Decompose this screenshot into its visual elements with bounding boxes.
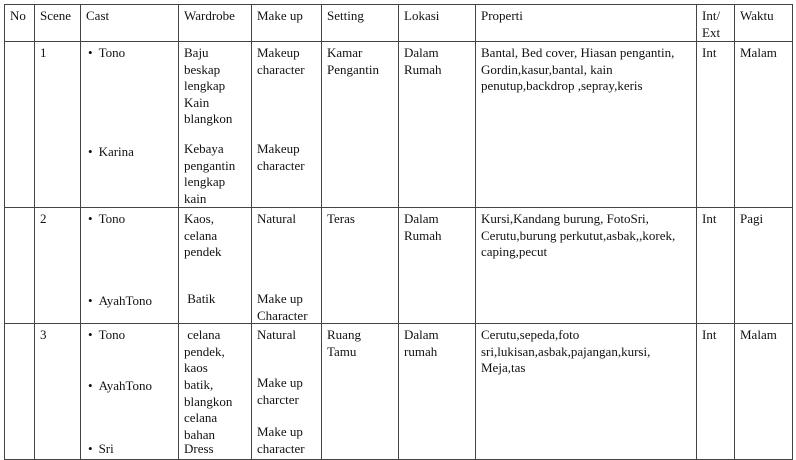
cast-member: • AyahTono (86, 378, 173, 395)
header-makeup: Make up (252, 5, 322, 42)
cell-lokasi: Dalam Rumah (399, 42, 476, 208)
cast-member: • Tono (86, 327, 173, 344)
header-lokasi: Lokasi (399, 5, 476, 42)
wardrobe-item: Dress (184, 441, 214, 456)
cell-wardrobe (179, 42, 252, 208)
table-row (5, 324, 793, 460)
wardrobe-item: Kaos, celana pendek (184, 211, 222, 259)
cast-member: • Sri (86, 441, 173, 458)
cell-setting: Ruang Tamu (322, 324, 399, 460)
cell-properti: Cerutu,sepeda,foto sri,lukisan,asbak,pajangan,kursi, Meja,tas (476, 324, 697, 460)
cell-cast (81, 324, 179, 460)
cell-makeup (252, 208, 322, 324)
cell-properti: Kursi,Kandang burung, FotoSri, Cerutu,burung perkutut,asbak,,korek, caping,pecut (476, 208, 697, 324)
cell-properti: Bantal, Bed cover, Hiasan pengantin, Gordin,kasur,bantal, kain penutup,backdrop ,sepray,keris (476, 42, 697, 208)
makeup-item: Natural (257, 327, 296, 342)
header-intext: Int/ Ext (697, 5, 735, 42)
makeup-item: Natural (257, 211, 296, 226)
cell-scene: 3 (35, 324, 81, 460)
scene-breakdown-table (4, 4, 793, 460)
cell-makeup (252, 42, 322, 208)
makeup-item: Makeup character (257, 141, 305, 173)
cast-member: • Karina (86, 144, 173, 161)
wardrobe-item: Baju beskap lengkap Kain blangkon (184, 45, 233, 126)
makeup-item: Make up character (257, 424, 305, 456)
cell-scene: 1 (35, 42, 81, 208)
cell-wardrobe (179, 208, 252, 324)
cell-makeup (252, 324, 322, 460)
cell-wardrobe (179, 324, 252, 460)
cell-intext: Int (697, 324, 735, 460)
wardrobe-item: Batik (184, 291, 216, 306)
cell-setting: Teras (322, 208, 399, 324)
cast-member: • AyahTono (86, 293, 173, 310)
cell-scene: 2 (35, 208, 81, 324)
wardrobe-item: celana pendek, kaos (184, 327, 229, 375)
cell-waktu: Pagi (735, 208, 793, 324)
table-row (5, 208, 793, 324)
makeup-item: Make up Character (257, 291, 308, 323)
header-properti: Properti (476, 5, 697, 42)
header-row (5, 5, 793, 42)
cell-cast (81, 42, 179, 208)
makeup-item: Makeup character (257, 45, 305, 77)
cell-waktu: Malam (735, 324, 793, 460)
cell-no (5, 208, 35, 324)
wardrobe-item: Kebaya pengantin lengkap kain (184, 141, 236, 206)
cell-waktu: Malam (735, 42, 793, 208)
cell-setting: Kamar Pengantin (322, 42, 399, 208)
cell-lokasi: Dalam Rumah (399, 208, 476, 324)
cell-no (5, 324, 35, 460)
cell-cast (81, 208, 179, 324)
cast-member: • Tono (86, 211, 173, 228)
wardrobe-item: batik, blangkon celana bahan (184, 377, 233, 442)
cell-intext: Int (697, 208, 735, 324)
header-wardrobe: Wardrobe (179, 5, 252, 42)
table-row (5, 42, 793, 208)
cell-intext: Int (697, 42, 735, 208)
header-waktu: Waktu (735, 5, 793, 42)
header-setting: Setting (322, 5, 399, 42)
header-no: No (5, 5, 35, 42)
header-scene: Scene (35, 5, 81, 42)
cell-lokasi: Dalam rumah (399, 324, 476, 460)
makeup-item: Make up charcter (257, 375, 303, 407)
cell-no (5, 42, 35, 208)
cast-member: • Tono (86, 45, 173, 62)
header-cast: Cast (81, 5, 179, 42)
